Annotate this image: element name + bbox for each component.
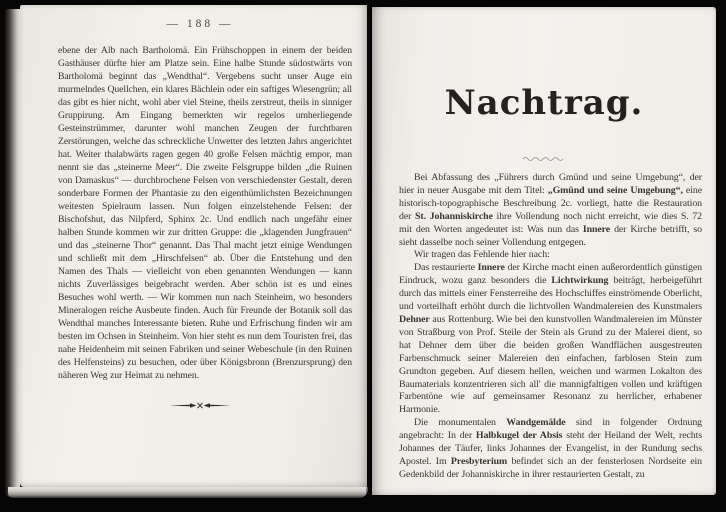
paragraph (399, 417, 702, 482)
book-edge-left (5, 9, 20, 497)
right-page (372, 7, 716, 495)
body-text: befindet sich an der fensterlosen Nordseite ein Gedenkbild der Johanniskirche in ihrer restaurierten Gestalt, zu (399, 455, 702, 480)
body-text: Wir tragen das Fehlende hier nach: (414, 249, 550, 261)
right-page-text (399, 172, 702, 482)
body-text: aus Rottenburg. Wie bei den kunstvollen Wandmalereien im Münster von Straßburg von Prof. Steile der Stein als Grund zu der Malerei dient, so hat Dehner dem über die beiden großen Wandflächen ausgestreuten Farbenschmuck seiner Malereien den einfachen, farblosen Stein zum Grundton gegeben. Auf diesem hellen, weichen und warmen Lokalton des Baumaterials konzentrieren sich all' die mannigfaltigen vollen und kräftigen Farbentöne wie auf gemeinsamer Resonanz zu herrlicher, erhabener Harmonie. (399, 313, 702, 416)
body-text: ihre Vollendung noch nicht erreicht, wie dies S. 72 mit den Worten angedeutet ist: Was nun das (399, 210, 702, 235)
emphasized-text: Lichtwirkung (551, 275, 609, 287)
body-text: der Kirche betrifft, so sieht dasselbe noch seiner Vollendung entgegen. (399, 223, 702, 248)
body-text: ebene der Alb nach Bartholomä. Ein Frühschoppen in einem der beiden Gasthäuser dürfte hier am Platze sein. Eine halbe Stunde südostwärts von Bartholomä beginnt das „Wendthal“. Vergebens sucht unser Auge ein murmelndes Quellchen, ein klares Bächlein oder ein saftiges Wiesengrün; all das gibt es hier nicht, wohl aber viel Steine, theils zerstreut, theils in sinniger Gruppirung. Am Eingang bemerkten wir regelos umherliegende Gesteinstrümmer, darunter wohl manchen Zeugen der furchtbaren Zerstörungen, welche das schreckliche Unwetter des letzten Jahrs angerichtet hat. Weiter thalabwärts ragen gegen 40 große Felsen mächtig empor, man nennt sie das „steinerne Meer“. Die zweite Felsgruppe bilden „die Ruinen von Damaskus“ — durchbrochene Felsen von verschiedenster Gestalt, deren sonderbare Formen der Phantasie zu den eigenthümlichsten Bezeichnungen weitesten Spielraum lassen. Nun folgen einzelstehende Felsen: der Bischofshut, das Nilpferd, Sphinx 2c. Und endlich nach ungefähr einer halben Stunde kommen wir zur dritten Gruppe: die „klagenden Jungfrauen“ und das „steinerne Thor“ genannt. Das Thal macht jetzt einige Wendungen und schließt mit dem „Hirschfelsen“ ab. Über die Entstehung und den Namen des Thals — vielleicht von eben genannten Wendungen — kann nichts Zuverlässiges beigebracht werden. Aber schön ist es und eines Besuches wohl werth. — Wir kommen nun nach Steinheim, wo besonders Mineralogen reiche Ausbeute finden. Auch für Freunde der Botanik soll das Wendthal manches Interessante bieten. Ruhe und Erfrischung finden wir am besten im Ochsen in Steinheim. Von hier steht es nun dem Touristen frei, das nahe Heidenheim mit seinen Fabriken und seiner Webeschule (in den Ruinen des Helfensteins) zu besuchen, oder über Königsbronn (Brenzursprung) den näheren Weg zur Heimat zu nehmen. (58, 45, 352, 381)
body-text: Bei Abfassung des „Führers durch Gmünd und seine Umgebung“, der hier in neuer Ausgabe mit dem Titel: (399, 172, 702, 196)
body-text: Das restaurierte (414, 262, 478, 274)
section-divider (50, 397, 350, 415)
body-text: steht der Heiland der Welt, rechts Johannes der Täufer, links Johannes der Evangelist, in der Rundung sechs Apostel. Im (399, 430, 702, 467)
wavy-rule-ornament-icon (522, 155, 566, 162)
body-text: Die monumentalen (414, 417, 507, 429)
left-page (20, 5, 367, 487)
body-text: eine historisch-topographische Beschreibung 2c. vorliegt, hatte die Restauration der (399, 184, 702, 222)
paragraph (399, 172, 702, 249)
left-page-text (58, 44, 352, 382)
emphasized-text: Dehner (399, 313, 430, 325)
paragraph (58, 44, 352, 382)
emphasized-text: Innere (582, 223, 611, 235)
book-edge-bottom (8, 487, 368, 498)
inward-arrows-ornament-icon (169, 401, 231, 410)
body-text: sind in folgender Ordnung angebracht: In der (399, 417, 702, 442)
emphasized-text: Innere (477, 262, 505, 274)
emphasized-text: Presbyterium (450, 455, 508, 467)
page-number: — 188 — (166, 18, 234, 30)
body-text: der Kirche macht einen außerordentlich günstigen Eindruck, wozu ganz besonders die (399, 262, 703, 287)
paragraph (399, 249, 702, 262)
emphasized-text: „Gmünd und seine Umgebung“, (547, 184, 683, 196)
emphasized-text: St. Johanniskirche (415, 210, 493, 222)
chapter-heading: Nachtrag. (444, 83, 644, 123)
emphasized-text: Wandgemälde (506, 417, 566, 429)
emphasized-text: Halbkugel der Absis (475, 430, 563, 442)
heading-flourish (372, 149, 716, 167)
body-text: beiträgt, herbeigeführt durch das mittels einer Fensterreihe des Hochschiffes einströmende Oberlicht, und vorteilhaft erhöht durch die lichtvollen Wandmalereien des Kunstmalers (399, 275, 702, 313)
paragraph (399, 262, 702, 417)
